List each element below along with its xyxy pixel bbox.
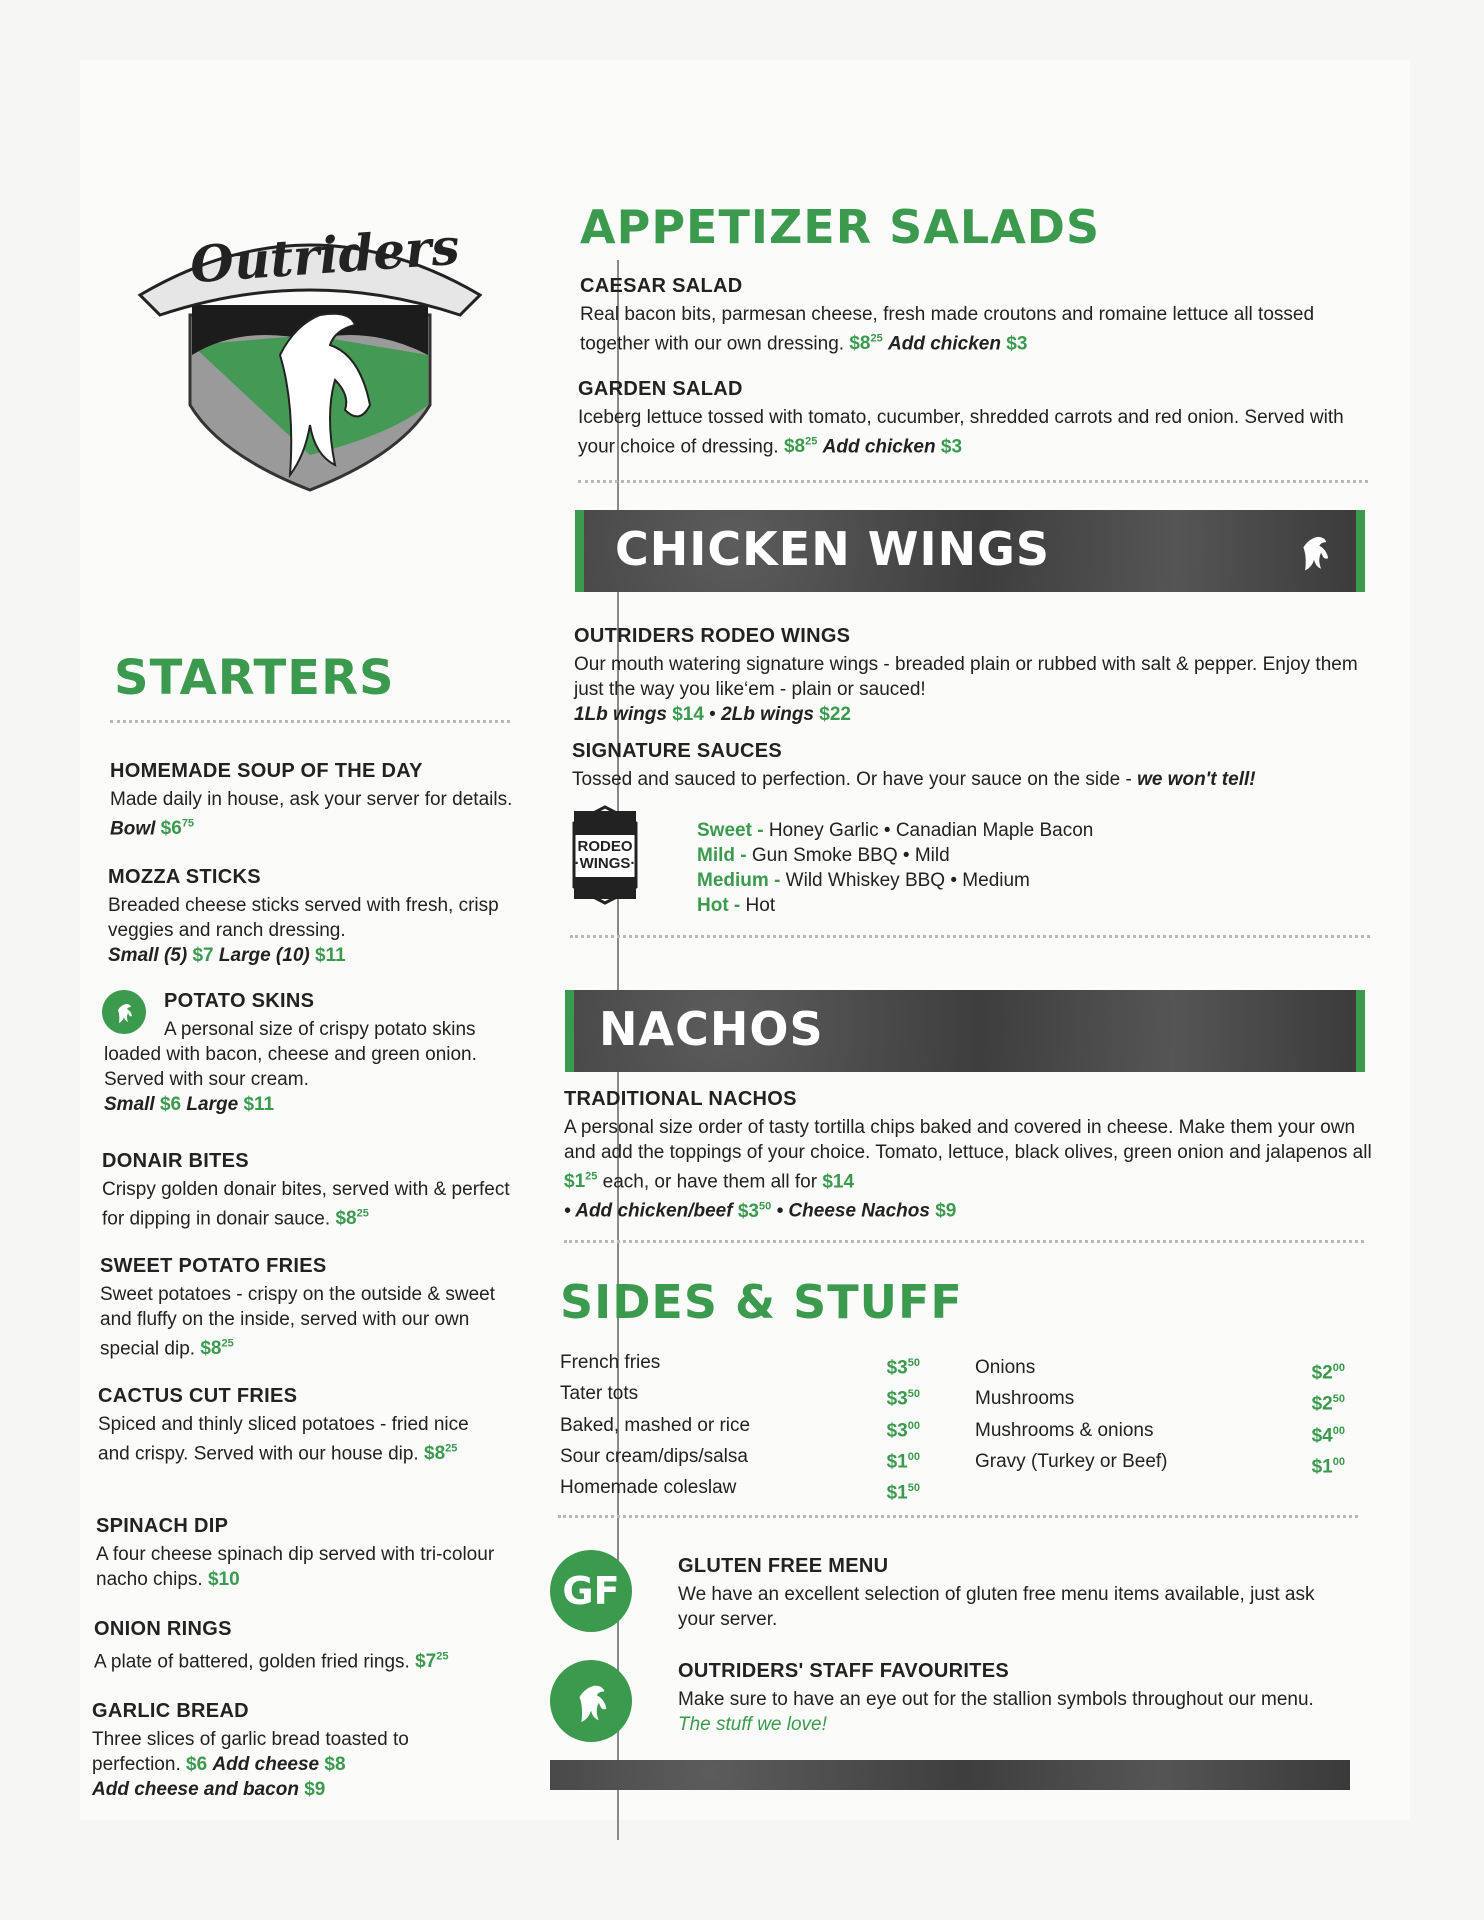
outriders-logo [120, 205, 500, 495]
starters-title: STARTERS [114, 650, 395, 706]
item-name: DONAIR BITES [102, 1150, 249, 1172]
item-desc: Sweet potatoes - crispy on the outside & sweet and fluffy on the inside, served with our own special dip. $\$8^{25}$ [100, 1284, 495, 1360]
dotted-divider [570, 935, 1370, 938]
side-row: Mushrooms $\$2^{50}$ [975, 1388, 1345, 1415]
gluten-free-badge: GF [550, 1550, 632, 1632]
starter-item [94, 1618, 514, 1674]
dotted-divider [564, 1240, 1364, 1243]
staff-favourites-note [678, 1660, 1378, 1737]
item-name: MOZZA STICKS [108, 866, 261, 888]
stallion-icon [1291, 528, 1337, 574]
nachos-banner [565, 990, 1365, 1072]
sides-left-list [560, 1350, 920, 1507]
side-row: Mushrooms & onions $\$4^{00}$ [975, 1419, 1345, 1446]
chicken-wings-banner [575, 510, 1365, 592]
item-desc: Real bacon bits, parmesan cheese, fresh made croutons and romaine lettuce all tossed together with our own dressing. $\$8^{25}$ Add chicken $3 [580, 304, 1315, 355]
starter-item [100, 1255, 500, 1361]
side-row: Baked, mashed or rice $\$3^{00}$ [560, 1414, 920, 1441]
starter-item [96, 1515, 496, 1592]
item-name: HOMEMADE SOUP OF THE DAY [110, 760, 423, 782]
side-row: Sour cream/dips/salsa $\$1^{00}$ [560, 1445, 920, 1473]
wings-item [574, 625, 1374, 727]
item-desc: Tossed and sauced to perfection. Or have your sauce on the side - we won't tell! [572, 769, 1256, 790]
item-name: POTATO SKINS [164, 990, 315, 1012]
item-desc: A personal size order of tasty tortilla chips baked and covered in cheese. Make them your own and add the toppings of your choice. Tomato, lettuce, black olives, green onion and jalapenos all $\$1^{25}$ each, or have them all for $14 • Add chicken/beef $\$3^{50}$ • Cheese Nachos $9 [564, 1117, 1372, 1222]
item-desc: We have an excellent selection of gluten free menu items available, just ask your server. [678, 1584, 1315, 1630]
menu-page [80, 60, 1410, 1820]
salad-item [578, 378, 1358, 459]
salad-item [580, 275, 1360, 356]
item-desc: Crispy golden donair bites, served with & perfect for dipping in donair sauce. $\$8^{25}$ [102, 1179, 510, 1230]
side-row: French fries $\$3^{50}$ [560, 1352, 920, 1379]
item-name: OUTRIDERS' STAFF FAVOURITES [678, 1660, 1010, 1682]
side-row: Onions $\$2^{00}$ [975, 1357, 1345, 1384]
rodeo-wings-badge: RODEO ·WINGS· [570, 805, 640, 905]
item-desc: Our mouth watering signature wings - breaded plain or rubbed with salt & pepper. Enjoy them just the way you like‘em - plain or sauced! 1Lb wings $14 • 2Lb wings $22 [574, 654, 1358, 725]
item-desc: Breaded cheese sticks served with fresh, crisp veggies and ranch dressing. Small (5) $7 Large (10) $11 [108, 895, 499, 966]
sauce-list [697, 818, 1093, 918]
side-row: Tater tots $\$3^{50}$ [560, 1383, 920, 1410]
sides-right-list [975, 1355, 1345, 1480]
item-desc: A personal size of crispy potato skins loaded with bacon, cheese and green onion. Served with sour cream. Small $6 Large $11 [104, 1019, 477, 1115]
dotted-divider [558, 1515, 1358, 1518]
sauce-row: Sweet - Honey Garlic • Canadian Maple Bacon [697, 820, 1094, 841]
side-row: Homemade coleslaw $\$1^{50}$ [560, 1477, 920, 1504]
item-name: GARDEN SALAD [578, 378, 743, 400]
item-desc: Three slices of garlic bread toasted to perfection. $6 Add cheese $8 Add cheese and bacon $9 [92, 1729, 409, 1800]
starter-item [108, 866, 528, 968]
item-name: ONION RINGS [94, 1618, 232, 1640]
sauce-row: Mild - Gun Smoke BBQ • Mild [697, 845, 950, 866]
starter-item [98, 1385, 478, 1466]
nachos-item [564, 1088, 1384, 1224]
item-name: SWEET POTATO FRIES [100, 1255, 327, 1277]
footer-banner [550, 1760, 1350, 1790]
salads-title: APPETIZER SALADS [580, 200, 1101, 254]
sauce-row: Hot - Hot [697, 895, 776, 916]
nachos-title: NACHOS [599, 1002, 824, 1056]
gluten-free-note [678, 1555, 1338, 1632]
starter-item [102, 1150, 512, 1231]
item-desc: A four cheese spinach dip served with tri-colour nacho chips. $10 [96, 1544, 495, 1590]
item-name: TRADITIONAL NACHOS [564, 1088, 797, 1110]
logo-text: Outriders [188, 216, 462, 295]
sauces-item [572, 740, 1382, 792]
sides-title: SIDES & STUFF [560, 1275, 963, 1329]
starter-item [110, 760, 530, 841]
wings-title: CHICKEN WINGS [615, 522, 1050, 576]
item-name: GLUTEN FREE MENU [678, 1555, 889, 1577]
item-name: SIGNATURE SAUCES [572, 740, 783, 762]
side-row: Gravy (Turkey or Beef) $\$1^{00}$ [975, 1450, 1345, 1478]
item-name: CAESAR SALAD [580, 275, 743, 297]
item-name: SPINACH DIP [96, 1515, 229, 1537]
item-desc: A plate of battered, golden fried rings. $\$7^{25}$ [94, 1651, 449, 1673]
starter-item [104, 990, 524, 1117]
sauce-row: Medium - Wild Whiskey BBQ • Medium [697, 870, 1030, 891]
item-desc: Spiced and thinly sliced potatoes - fried nice and crispy. Served with our house dip. $\$8^{25}$ [98, 1414, 469, 1465]
starter-item [92, 1700, 492, 1802]
stallion-icon [550, 1660, 632, 1742]
item-name: CACTUS CUT FRIES [98, 1385, 298, 1407]
item-name: OUTRIDERS RODEO WINGS [574, 625, 851, 647]
dotted-divider [578, 480, 1368, 483]
item-desc: Made daily in house, ask your server for details. Bowl $\$6^{75}$ [110, 789, 513, 840]
dotted-divider [110, 720, 510, 723]
item-desc: Make sure to have an eye out for the stallion symbols throughout our menu. The stuff we love! [678, 1689, 1314, 1735]
item-name: GARLIC BREAD [92, 1700, 249, 1722]
item-desc: Iceberg lettuce tossed with tomato, cucumber, shredded carrots and red onion. Served with your choice of dressing. $\$8^{25}$ Add chicken $3 [578, 407, 1344, 458]
